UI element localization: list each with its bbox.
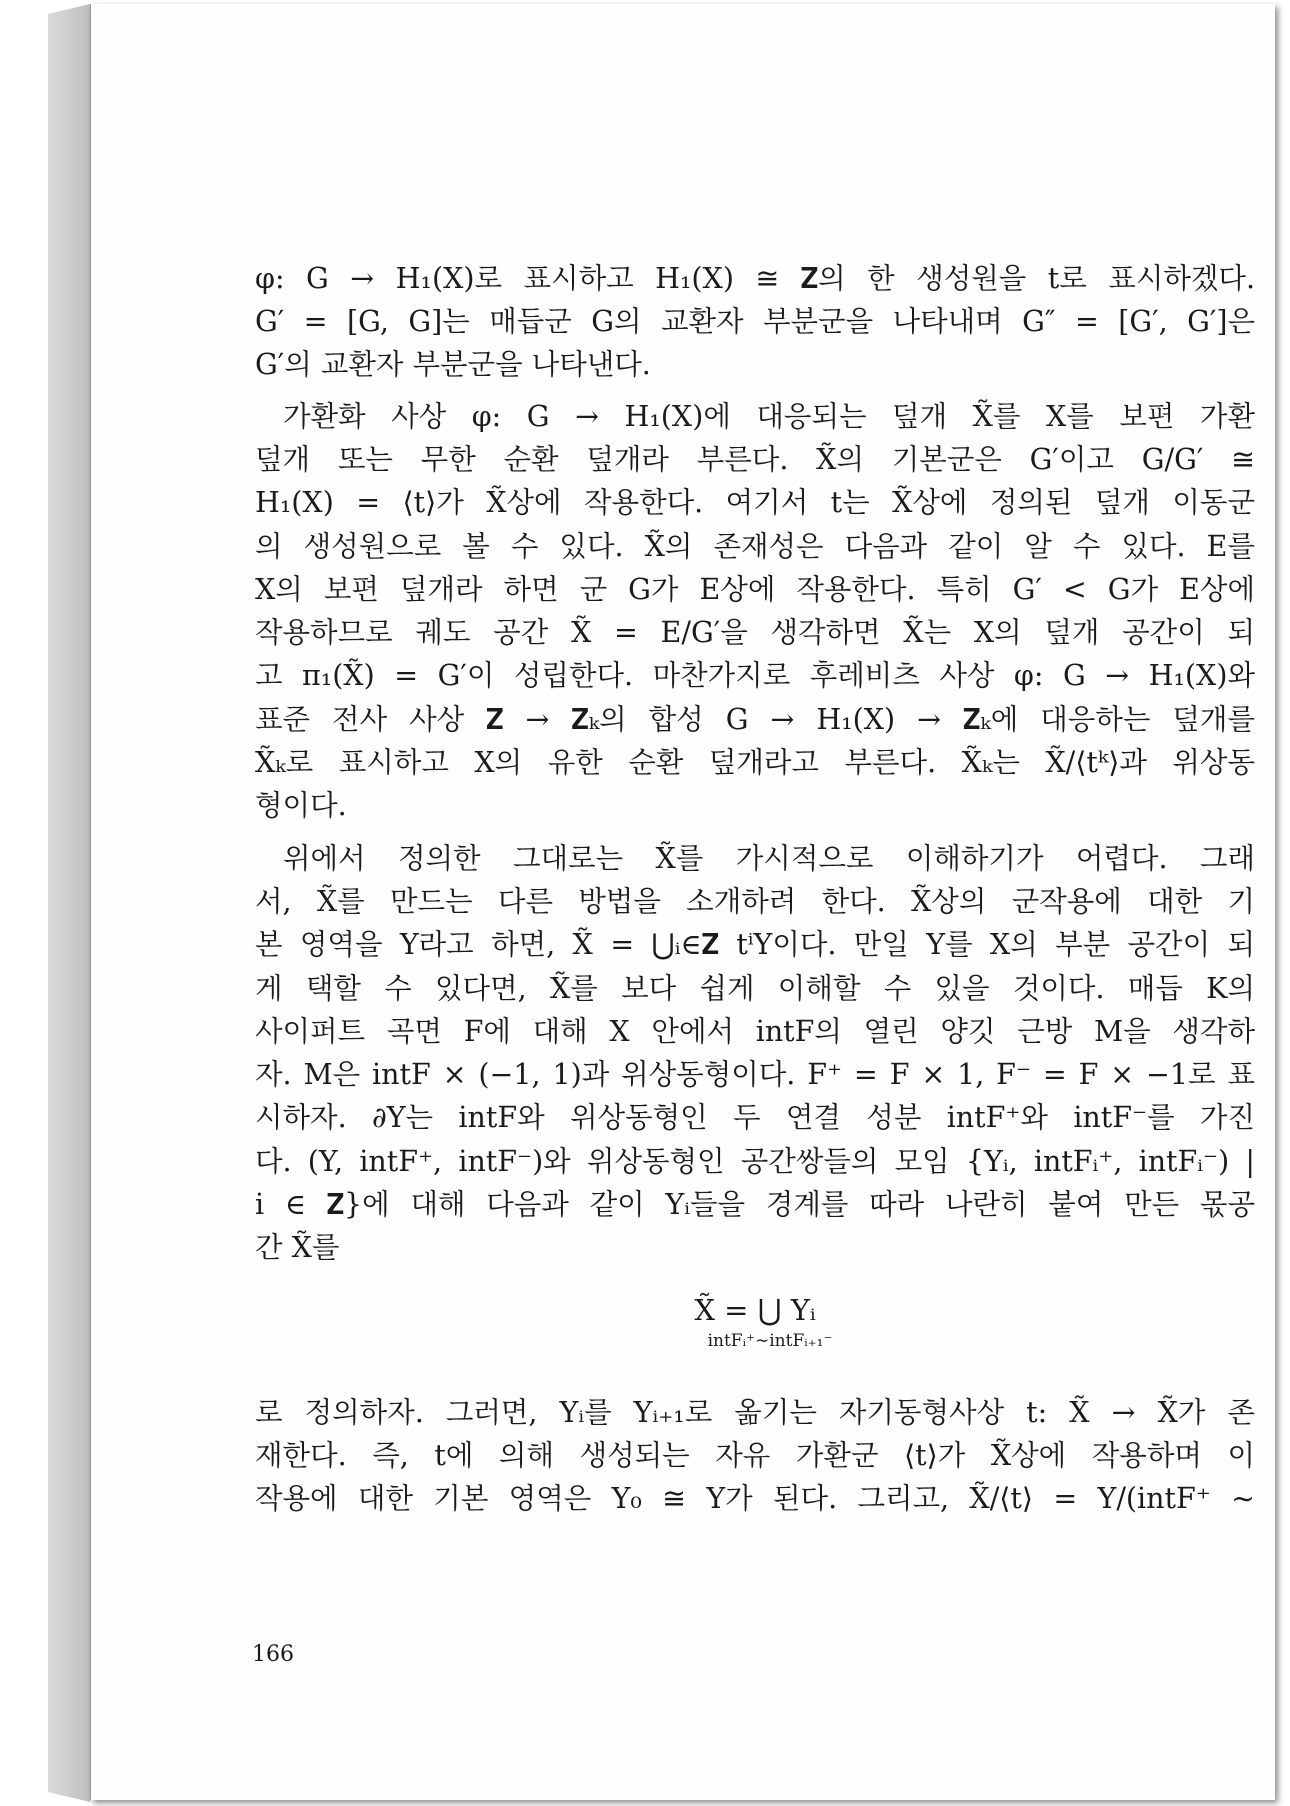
text-line: 본 영역을 Y라고 하면, X̃ = ⋃ᵢ∈𝐙 tⁱY이다. 만일 Y를 X의 부분 공간이 되 [255,928,1255,961]
formula-subscript: intFᵢ⁺∼intFᵢ₊₁⁻ [707,1331,833,1352]
text-line: 의 생성원으로 볼 수 있다. X̃의 존재성은 다음과 같이 알 수 있다. E를 [255,530,1255,563]
text-line: X의 보편 덮개라 하면 군 G가 E상에 작용한다. 특히 G′ < G가 E상에 [255,573,1255,606]
text-line: 사이퍼트 곡면 F에 대해 X 안에서 intF의 열린 양깃 근방 M을 생각하 [255,1015,1255,1048]
text-line: 로 정의하자. 그러면, Yᵢ를 Yᵢ₊₁로 옮기는 자기동형사상 t: X̃ → X̃가 존 [255,1396,1255,1429]
text-line: 간 X̃를 [255,1231,340,1264]
text-line: 재한다. 즉, t에 의해 생성되는 자유 가환군 ⟨t⟩가 X̃상에 작용하며 이 [255,1439,1255,1472]
text-line: 형이다. [255,789,347,822]
page-number: 166 [252,1642,294,1667]
text-line: 시하자. ∂Y는 intF와 위상동형인 두 연결 성분 intF⁺와 intF⁻를 가진 [255,1101,1255,1134]
text-line: i ∈ 𝐙}에 대해 다음과 같이 Yᵢ들을 경계를 따라 나란히 붙여 만든 몫공 [255,1188,1255,1221]
book-page [90,4,1275,1800]
text-line: 서, X̃를 만드는 다른 방법을 소개하려 한다. X̃상의 군작용에 대한 기 [255,885,1255,918]
text-line: 다. (Y, intF⁺, intF⁻)와 위상동형인 공간쌍들의 모임 {Yᵢ, intFᵢ⁺, intFᵢ⁻) | [255,1145,1255,1178]
text-line: G′의 교환자 부분군을 나타낸다. [255,348,651,381]
text-line: X̃ₖ로 표시하고 X의 유한 순환 덮개라고 부른다. X̃ₖ는 X̃/⟨tᵏ⟩과 위상동 [255,746,1255,779]
text-line: 자. M은 intF × (−1, 1)과 위상동형이다. F⁺ = F × 1, F⁻ = F × −1로 표 [255,1058,1255,1091]
text-line: 작용에 대한 기본 영역은 Y₀ ≅ Y가 된다. 그리고, X̃/⟨t⟩ = Y/(intF⁺ ∼ [255,1482,1255,1515]
text-line: H₁(X) = ⟨t⟩가 X̃상에 작용한다. 여기서 t는 X̃상에 정의된 덮개 이동군 [255,486,1255,519]
text-line: 고 π₁(X̃) = G′이 성립한다. 마찬가지로 후레비츠 사상 φ: G → H₁(X)와 [255,659,1255,692]
text-line: G′ = [G, G]는 매듭군 G의 교환자 부분군을 나타내며 G″ = [G′, G′]은 [255,305,1255,338]
display-formula [255,1289,1255,1363]
text-line: 게 택할 수 있다면, X̃를 보다 쉽게 이해할 수 있을 것이다. 매듭 K의 [255,972,1255,1005]
book-spine [48,4,90,1802]
text-line: 작용하므로 궤도 공간 X̃ = E/G′을 생각하면 X̃는 X의 덮개 공간이 되 [255,616,1255,649]
paragraph-start-line: 위에서 정의한 그대로는 X̃를 가시적으로 이해하기가 어렵다. 그래 [283,842,1255,875]
text-line: 덮개 또는 무한 순환 덮개라 부른다. X̃의 기본군은 G′이고 G/G′ ≅ [255,443,1255,476]
paragraph-start-line: 가환화 사상 φ: G → H₁(X)에 대응되는 덮개 X̃를 X를 보편 가환 [283,400,1255,433]
text-line: φ: G → H₁(X)로 표시하고 H₁(X) ≅ 𝐙의 한 생성원을 t로 표시하겠다. [255,262,1255,295]
text-line: 표준 전사 사상 𝐙 → 𝐙ₖ의 합성 G → H₁(X) → 𝐙ₖ에 대응하는 덮개를 [255,703,1255,736]
formula-main: X̃ = ⋃ Yᵢ [694,1293,816,1327]
